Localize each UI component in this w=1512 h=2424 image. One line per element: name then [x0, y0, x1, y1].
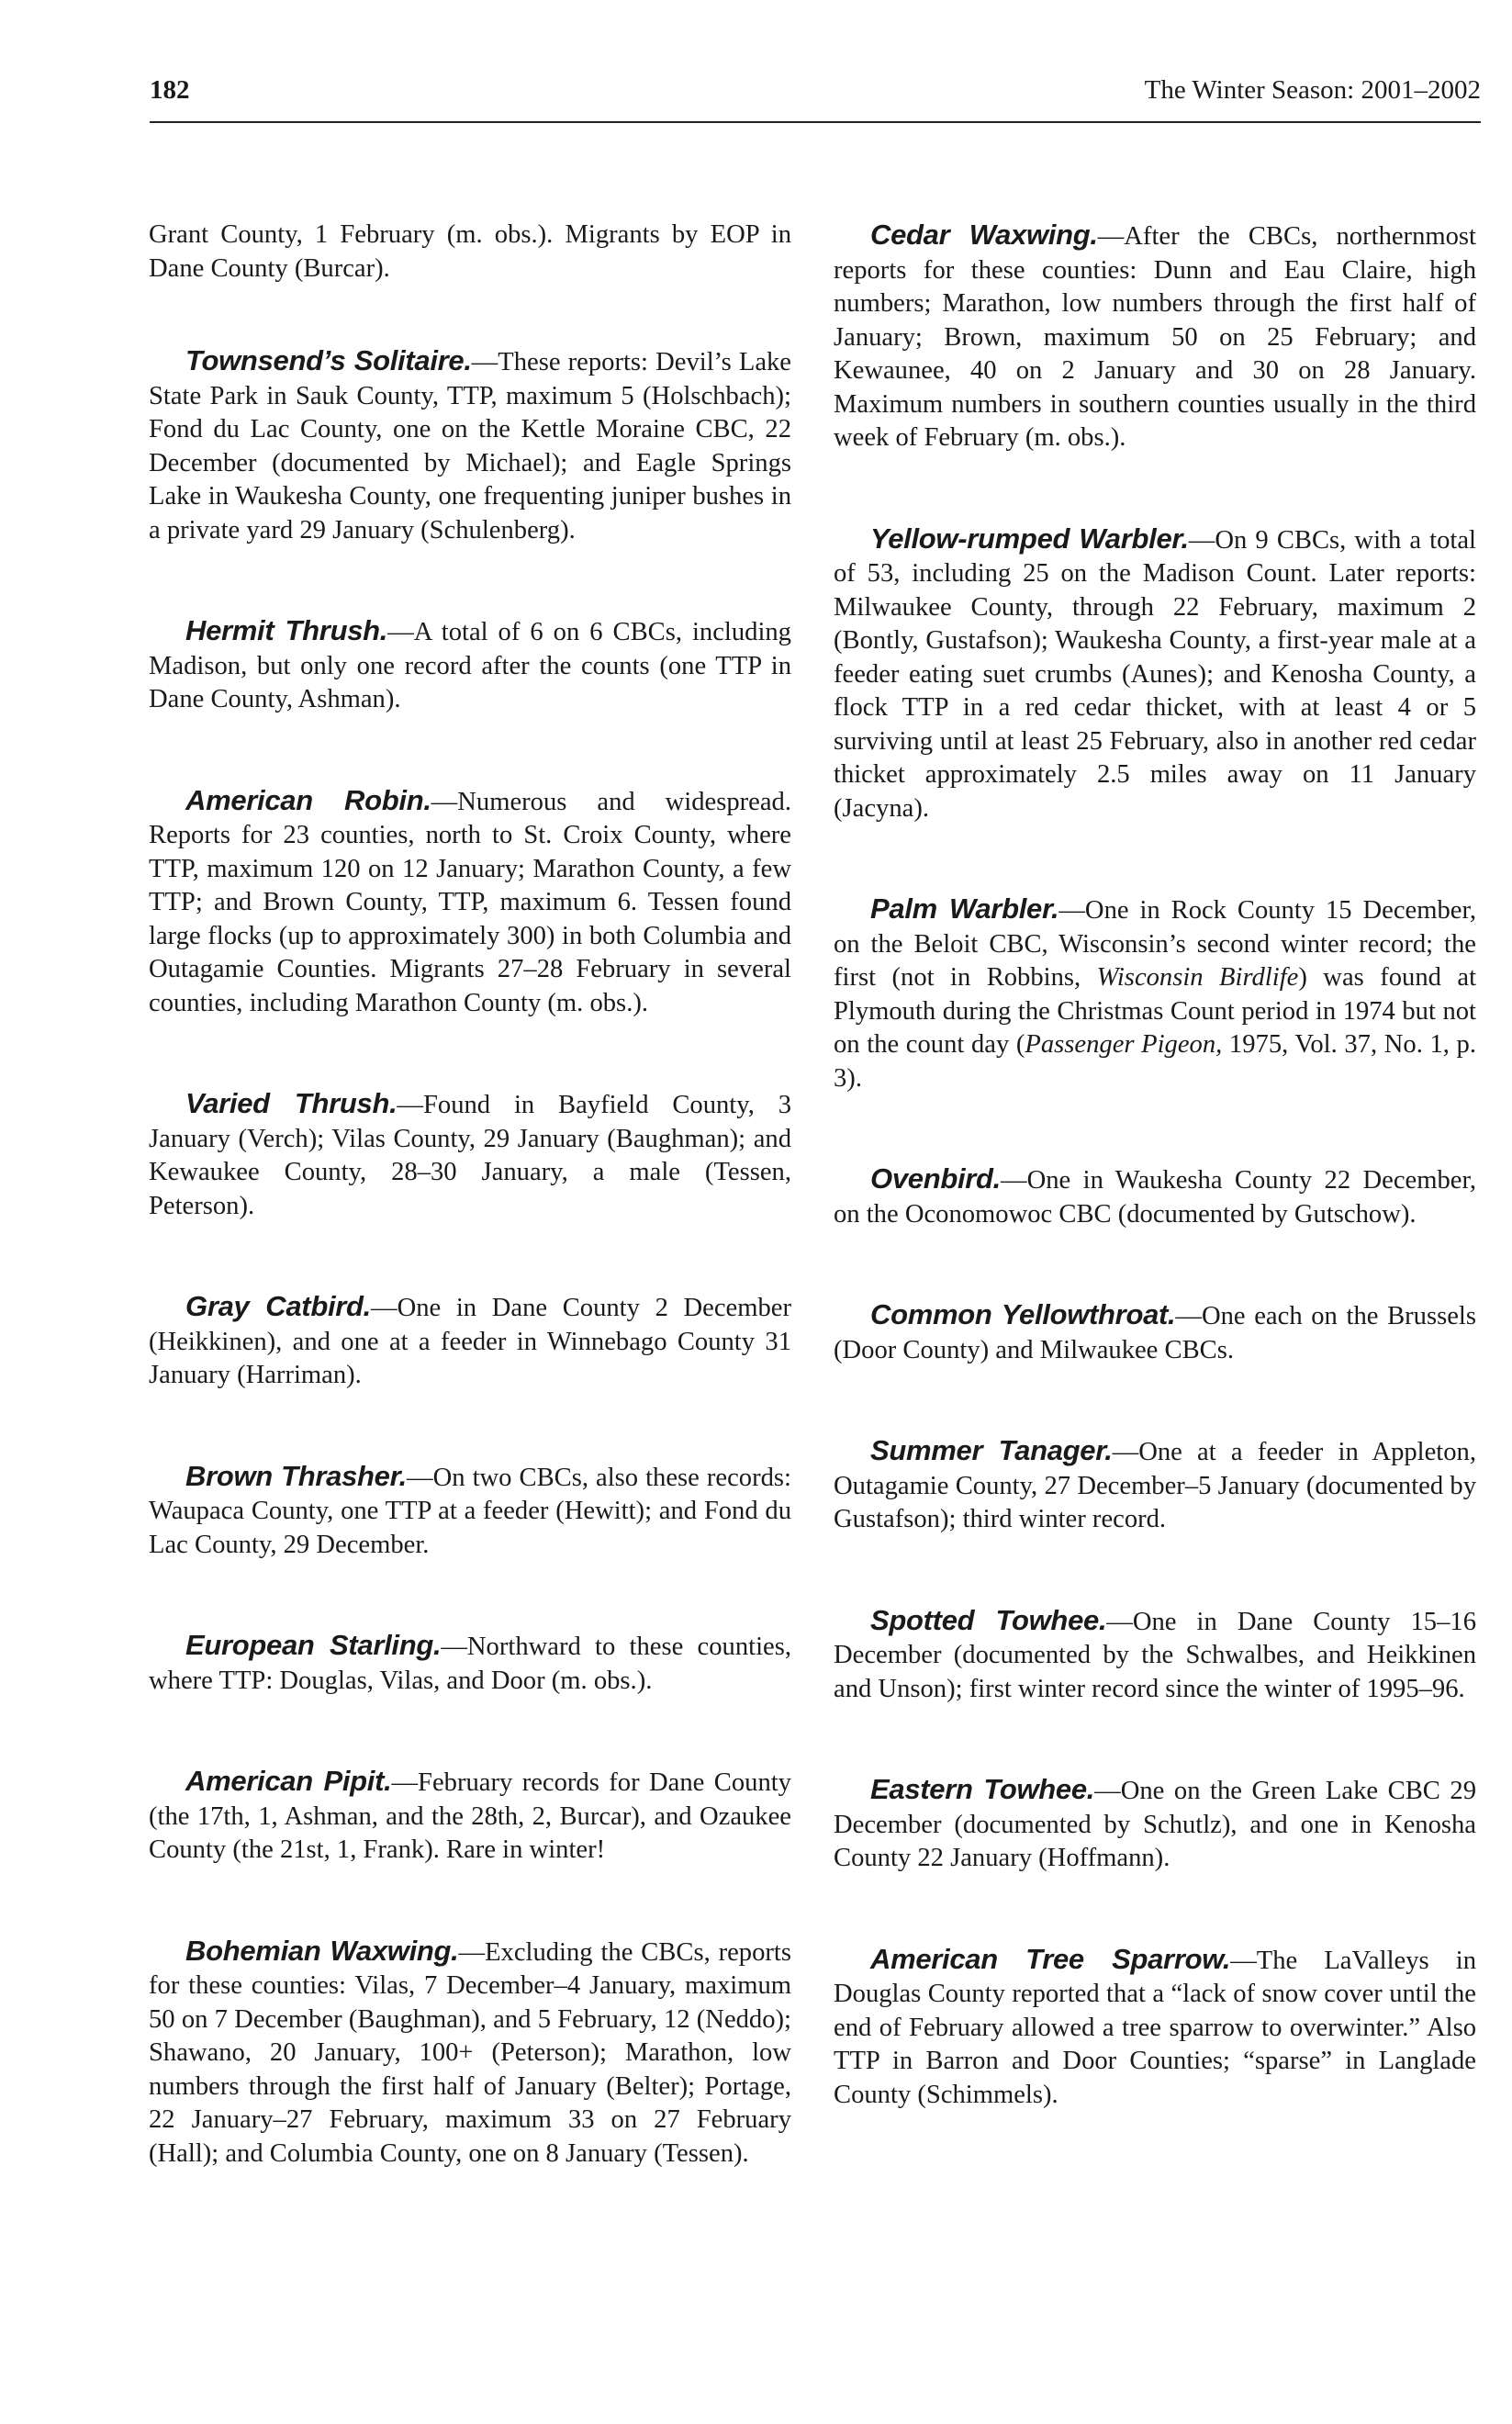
species-entry [149, 1629, 791, 1698]
entry-text: —February records for Dane County (the 17th, 1, Ashman, and the 28th, 2, Burcar), and Ozaukee County (the 21st, 1, Frank). Rare in winter! [149, 1768, 791, 1864]
species-name: Common Yellowthroat. [870, 1298, 1176, 1330]
species-entry [149, 784, 791, 1021]
continuation-entry [149, 219, 791, 286]
species-entry [834, 1943, 1476, 2113]
species-name: Bohemian Waxwing. [185, 1934, 459, 1967]
species-name: Townsend’s Solitaire. [185, 344, 472, 376]
entry-text: —Excluding the CBCs, reports for these counties: Vilas, 7 December–4 January, maximum 50 on 7 December (Baughman), and 5 February, 12 (Neddo); Shawano, 20 January, 100+ (Peterson); Marathon, low numbers through the first half of January (Belter); Portage, 22 January–27 February, maximum 33 on 27 February (Hall); and Columbia County, one on 8 January (Tessen). [149, 1937, 791, 2168]
entry-text: —On two CBCs, also these records: Waupaca County, one TTP at a feeder (Hewitt); and Fond du Lac County, 29 December. [149, 1463, 791, 1559]
species-name: Gray Catbird. [185, 1290, 371, 1322]
species-name: American Pipit. [185, 1765, 392, 1797]
page-header [150, 75, 1481, 123]
species-name: Hermit Thrush. [185, 614, 388, 646]
entry-text: —One in Dane County 2 December (Heikkinen), and one at a feeder in Winnebago County 31 January (Harriman). [149, 1294, 791, 1389]
italic-title: Passenger Pigeon, [1025, 1030, 1223, 1059]
entry-text: —Northward to these counties, where TTP: Douglas, Vilas, and Door (m. obs.). [149, 1633, 791, 1695]
species-entry [149, 614, 791, 717]
species-name: Summer Tanager. [870, 1434, 1113, 1466]
continuation-text: Grant County, 1 February (m. obs.). Migrants by EOP in Dane County (Burcar). [149, 220, 791, 283]
species-entry [149, 1087, 791, 1223]
species-entry [834, 219, 1476, 455]
species-entry [149, 1290, 791, 1393]
italic-title: Wisconsin Birdlife [1096, 963, 1299, 992]
species-name: Yellow-rumped Warbler. [870, 522, 1189, 555]
species-entry [834, 892, 1476, 1095]
entry-text: —One in Rock County 15 December, on the Beloit CBC, Wisconsin’s second winter record; the first (not in Robbins, [834, 896, 1476, 992]
right-column [834, 219, 1476, 2179]
left-column [149, 219, 791, 2238]
species-entry [149, 1460, 791, 1563]
entry-text: —One in Waukesha County 22 December, on the Oconomowoc CBC (documented by Gutschow). [834, 1166, 1476, 1229]
entry-text: —Numerous and widespread. Reports for 23 counties, north to St. Croix County, where TTP, maximum 120 on 12 January; Marathon County, a few TTP; and Brown County, TTP, maximum 6. Tessen found large flocks (up to approximately 300) in both Columbia and Outagamie Counties. Migrants 27–28 February in several counties, including Marathon County (m. obs.). [149, 787, 792, 1017]
species-name: American Robin. [185, 783, 431, 816]
entry-text: —A total of 6 on 6 CBCs, including Madison, but only one record after the counts (one TTP in Dane County, Ashman). [149, 618, 791, 713]
entry-text: —After the CBCs, northernmost reports for these counties: Dunn and Eau Claire, high numbers; Marathon, low numbers through the first half of January; Brown, maximum 50 on 25 February; and Kewaunee, 40 on 2 January and 30 on 28 January. Maximum numbers in southern counties usually in the third week of February (m. obs.). [834, 222, 1476, 452]
entry-text: —One in Dane County 15–16 December (documented by the Schwalbes, and Heikkinen and Unson); first winter record since the winter of 1995–96. [834, 1607, 1476, 1703]
species-entry [834, 1434, 1476, 1537]
species-entry [149, 1765, 791, 1868]
entry-text: —On 9 CBCs, with a total of 53, including 25 on the Madison Count. Later reports: Milwaukee County, through 22 February, maximum 2 (Bontly, Gustafson); Waukesha County, a first-year male at a feeder eating suet crumbs (Aunes); and Kenosha County, a flock TTP in a red cedar thicket, with at least 4 or 5 surviving until at least 25 February, also in another red cedar thicket approximately 2.5 miles away on 11 January (Jacyna). [834, 525, 1476, 823]
entry-text: —These reports: Devil’s Lake State Park in Sauk County, TTP, maximum 5 (Holschbach); Fond du Lac County, one on the Kettle Moraine CBC, 22 December (documented by Michael); and Eagle Springs Lake in Waukesha County, one frequenting juniper bushes in a private yard 29 January (Schulenberg). [149, 348, 791, 544]
species-entry [149, 1935, 791, 2172]
species-entry [149, 344, 791, 547]
species-name: Cedar Waxwing. [870, 219, 1098, 251]
entry-text: —One at a feeder in Appleton, Outagamie County, 27 December–5 January (documented by Gustafson); third winter record. [834, 1438, 1476, 1533]
species-name: Brown Thrasher. [185, 1459, 407, 1492]
entry-text: —One on the Green Lake CBC 29 December (documented by Schutlz), and one in Kenosha County 22 January (Hoffmann). [834, 1777, 1476, 1872]
species-name: American Tree Sparrow. [870, 1942, 1231, 1975]
species-name: Ovenbird. [870, 1162, 1001, 1195]
page-number: 182 [150, 75, 190, 105]
entry-text: ) was found at Plymouth during the Christmas Count period in 1974 but not on the count day ( [834, 963, 1477, 1059]
species-name: European Starling. [185, 1629, 442, 1661]
species-name: Spotted Towhee. [870, 1603, 1107, 1636]
species-name: Eastern Towhee. [870, 1773, 1095, 1805]
entry-text: —One each on the Brussels (Door County) and Milwaukee CBCs. [834, 1302, 1476, 1364]
species-entry [834, 522, 1476, 826]
species-entry [834, 1773, 1476, 1876]
running-head: The Winter Season: 2001–2002 [1144, 75, 1481, 105]
species-name: Palm Warbler. [870, 892, 1059, 925]
entry-text: —The LaValleys in Douglas County reported that a “lack of snow cover until the end of February allowed a tree sparrow to overwinter.” Also TTP in Barron and Door Counties; “sparse” in Langlade County (Schimmels). [834, 1946, 1476, 2109]
entry-text: —Found in Bayfield County, 3 January (Verch); Vilas County, 29 January (Baughman); and Kewaukee County, 28–30 January, a male (Tessen, Peterson). [149, 1091, 791, 1220]
species-entry [834, 1162, 1476, 1231]
species-entry [834, 1604, 1476, 1707]
species-name: Varied Thrush. [185, 1087, 398, 1119]
species-entry [834, 1298, 1476, 1367]
entry-text: 1975, Vol. 37, No. 1, p. 3). [834, 1030, 1476, 1093]
